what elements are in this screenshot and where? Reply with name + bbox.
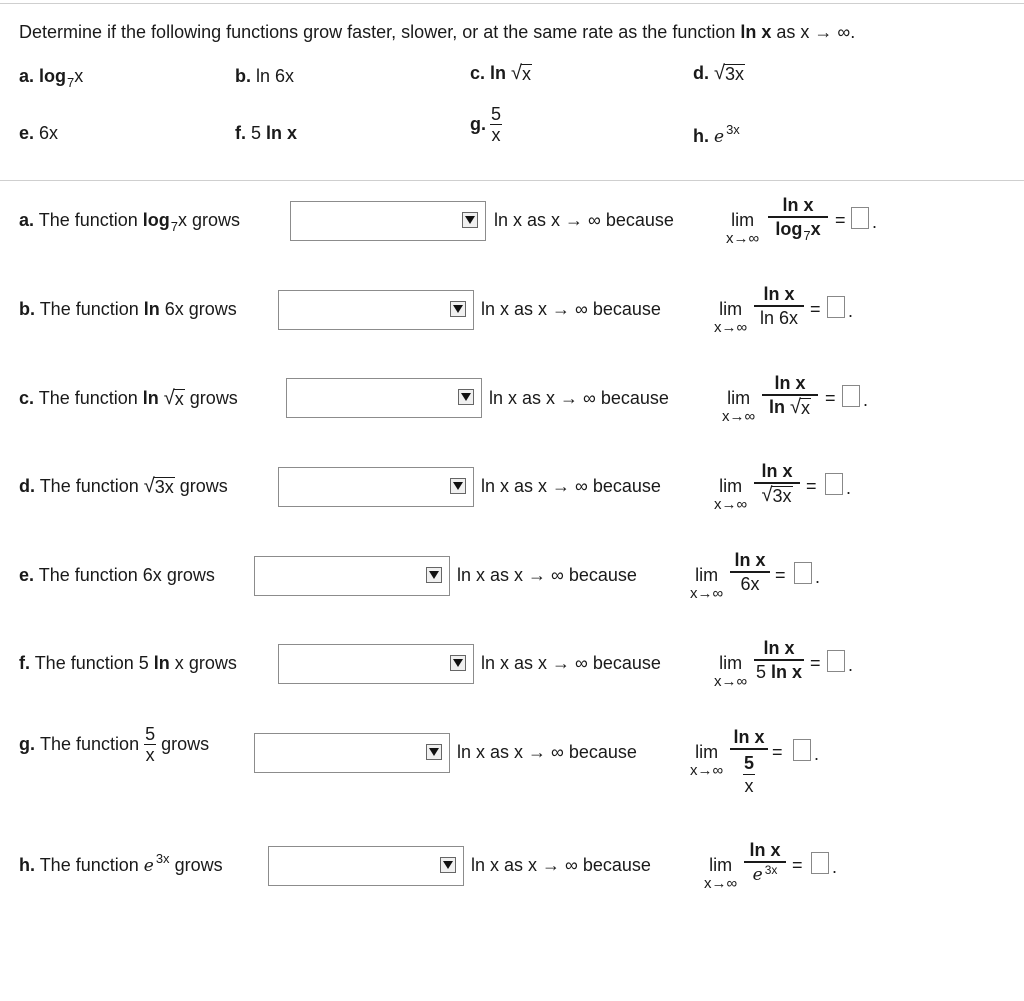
sqrt-symbol: √ 3x [761, 483, 792, 506]
limit-answer-e[interactable] [794, 562, 812, 584]
growth-rate-dropdown-h[interactable] [268, 846, 464, 886]
sqrt-symbol: √ x [163, 387, 184, 409]
sqrt-symbol: √ 3x [714, 62, 745, 84]
equals-sign: = [810, 299, 821, 319]
row-e-label: e. The function 6x grows [19, 565, 215, 585]
limit-answer-d[interactable] [825, 473, 843, 495]
limit-symbol: lim x→∞ [714, 476, 748, 513]
limit-answer-g[interactable] [793, 739, 811, 761]
function-c: c. ln √ x [470, 62, 532, 84]
function-d: d. √ 3x [693, 62, 745, 84]
row-b-label: b. The function ln 6x grows [19, 299, 237, 319]
equals-sign: = [835, 210, 846, 230]
limit-symbol: lim x→∞ [690, 742, 724, 779]
growth-rate-dropdown-c[interactable] [286, 378, 482, 418]
equals-sign: = [810, 653, 821, 673]
limit-fraction-b: ln x ln 6x [754, 283, 804, 329]
dropdown-arrow-icon[interactable] [426, 567, 442, 583]
function-g: g. $\frac{5}{x}$ [470, 104, 502, 145]
row-c-label: c. The function ln √ x grows [19, 387, 238, 409]
dropdown-arrow-icon[interactable] [450, 655, 466, 671]
row-a-label: a. The function $\log_7x$ grows [19, 210, 241, 234]
limit-answer-c[interactable] [842, 385, 860, 407]
limit-symbol: lim x→∞ [714, 299, 748, 336]
row-f-middle: ln x as x → ∞ because [481, 653, 661, 673]
limit-fraction-h: ln x e $^{3x}$ [744, 839, 786, 887]
limit-fraction-a: ln x $\log_7x$ [768, 194, 828, 242]
row-b-middle: ln x as x → ∞ because [481, 299, 661, 319]
row-f-label: f. The function 5 ln x grows [19, 653, 237, 673]
growth-rate-dropdown-b[interactable] [278, 290, 474, 330]
limit-answer-b[interactable] [827, 296, 845, 318]
top-divider [0, 3, 1024, 4]
equals-sign: = [825, 388, 836, 408]
limit-answer-h[interactable] [811, 852, 829, 874]
fraction: $\frac{5}{x}$ [743, 752, 754, 796]
row-a-middle: ln x as x → ∞ because [494, 210, 674, 230]
limit-fraction-g: ln x $\frac{5}{x}$ [730, 726, 768, 797]
limit-fraction-c: ln x ln √ x [762, 372, 818, 418]
sqrt-symbol: √ x [511, 62, 532, 84]
limit-fraction-d: ln x √ 3x [754, 460, 800, 506]
growth-rate-dropdown-g[interactable] [254, 733, 450, 773]
limit-fraction-e: ln x 6x [730, 549, 770, 595]
limit-symbol: lim x→∞ [722, 388, 756, 425]
limit-symbol: lim x→∞ [690, 565, 724, 602]
equals-sign: = [806, 476, 817, 496]
dropdown-arrow-icon[interactable] [440, 857, 456, 873]
limit-answer-a[interactable] [851, 207, 869, 229]
limit-answer-f[interactable] [827, 650, 845, 672]
period: . [832, 857, 838, 877]
row-g-label: g. The function $\frac{5}{x}$ grows [19, 724, 210, 765]
period: . [848, 301, 854, 321]
equals-sign: = [792, 855, 803, 875]
limit-symbol: lim x→∞ [704, 855, 738, 892]
function-e: e. 6x [19, 123, 59, 143]
growth-rate-dropdown-e[interactable] [254, 556, 450, 596]
limit-symbol: lim x→∞ [714, 653, 748, 690]
equals-sign: = [775, 565, 786, 585]
period: . [848, 655, 854, 675]
period: . [814, 744, 820, 764]
period: . [863, 390, 869, 410]
row-g-middle: ln x as x → ∞ because [457, 742, 637, 762]
sqrt-symbol: √ 3x [143, 475, 174, 497]
period: . [815, 567, 821, 587]
dropdown-arrow-icon[interactable] [450, 301, 466, 317]
limit-fraction-f: ln x 5 ln x [755, 638, 803, 682]
question-text: Determine if the following functions grow faster, slower, or at the same rate as the function ln x as x → ∞. [19, 22, 856, 42]
dropdown-arrow-icon[interactable] [458, 389, 474, 405]
row-d-middle: ln x as x → ∞ because [481, 476, 661, 496]
section-divider [0, 180, 1024, 181]
limit-symbol: lim x→∞ [726, 210, 760, 247]
row-e-middle: ln x as x → ∞ because [457, 565, 637, 585]
sqrt-symbol: √ x [790, 395, 810, 418]
dropdown-arrow-icon[interactable] [450, 478, 466, 494]
fraction: $\frac{5}{x}$ [145, 724, 156, 765]
function-b: b. ln 6x [235, 66, 295, 86]
row-d-label: d. The function √ 3x grows [19, 475, 228, 497]
function-a: a. $\log_7x$ [19, 66, 84, 90]
growth-rate-dropdown-d[interactable] [278, 467, 474, 507]
period: . [846, 478, 852, 498]
row-h-middle: ln x as x → ∞ because [471, 855, 651, 875]
function-h: h. e $^{3x}$ [693, 122, 740, 147]
dropdown-arrow-icon[interactable] [462, 212, 478, 228]
function-f: f. 5 ln x [235, 123, 298, 143]
equals-sign: = [772, 742, 783, 762]
growth-rate-dropdown-a[interactable] [290, 201, 486, 241]
growth-rate-dropdown-f[interactable] [278, 644, 474, 684]
row-h-label: h. The function e $^{3x}$ grows [19, 851, 223, 876]
dropdown-arrow-icon[interactable] [426, 744, 442, 760]
period: . [872, 212, 878, 232]
fraction: $\frac{5}{x}$ [491, 104, 502, 145]
row-c-middle: ln x as x → ∞ because [489, 388, 669, 408]
